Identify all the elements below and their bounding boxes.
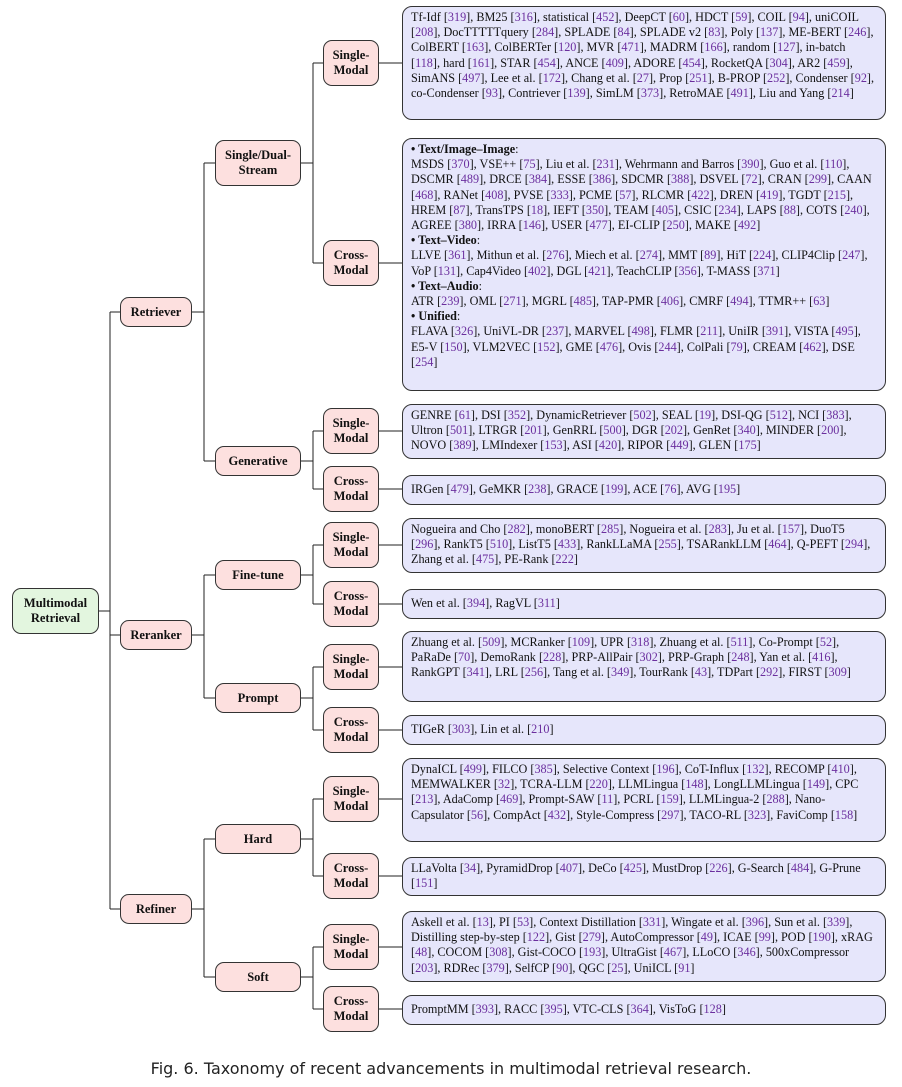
- leaf-text: DynaICL [499], FILCO [385], Selective Context [196], CoT-Influx [132], RECOMP [410], MEMWALKER [32], TCRA-LLM [220], LLMLingua [148], LongLLMLingua [149], CPC [213], AdaComp [469], Prompt-SAW [11], PCRL [159], LLMLingua-2 [288], Nano-Capsulator [56], CompAct [432], Style-Compress [297], TACO-RL [323], FaviComp [158]: [411, 762, 859, 822]
- leaf-hard-cross: [402, 857, 886, 896]
- sub-hard: Hard: [215, 824, 301, 854]
- leaf-section-text: FLAVA [326], UniVL-DR [237], MARVEL [498], FLMR [211], UniIR [391], VISTA [495], E5-V [150], VLM2VEC [152], GME [476], Ovis [244], ColPali [79], CREAM [462], DSE [254]: [411, 324, 861, 369]
- leaf-section-heading: • Unified:: [411, 309, 461, 324]
- sub-single-dual-stream: Single/Dual-Stream: [215, 140, 301, 186]
- leaf-single-dual-cross: [402, 138, 886, 391]
- leaf-soft-cross: [402, 995, 886, 1025]
- sub-soft: Soft: [215, 962, 301, 992]
- modality-fine-tune-cross: Cross-Modal: [323, 581, 379, 627]
- sub-generative: Generative: [215, 446, 301, 476]
- leaf-text: Wen et al. [394], RagVL [311]: [411, 596, 560, 611]
- leaf-text: GENRE [61], DSI [352], DynamicRetriever [502], SEAL [19], DSI-QG [512], NCI [383], Ultron [501], LTRGR [201], GenRRL [500], DGR [202], GenRet [340], MINDER [200], NOVO [389], LMIndexer [153], ASI [420], RIPOR [449], GLEN [175]: [411, 408, 852, 453]
- leaf-generative-cross: [402, 475, 886, 505]
- branch-reranker: Reranker: [120, 620, 192, 650]
- leaf-single-dual-single: [402, 6, 886, 120]
- modality-hard-cross: Cross-Modal: [323, 853, 379, 899]
- leaf-text: LLaVolta [34], PyramidDrop [407], DeCo [425], MustDrop [226], G-Search [484], G-Prune [151]: [411, 861, 861, 891]
- leaf-text: PromptMM [393], RACC [395], VTC-CLS [364], VisToG [128]: [411, 1002, 726, 1017]
- sub-fine-tune: Fine-tune: [215, 560, 301, 590]
- modality-fine-tune-single: Single-Modal: [323, 522, 379, 568]
- modality-single-dual-single: Single-Modal: [323, 40, 379, 86]
- leaf-text: Askell et al. [13], PI [53], Context Distillation [331], Wingate et al. [396], Sun et al. [339], Distilling step-by-step [122], Gist [279], AutoCompressor [49], ICAE [99], POD [190], xRAG [48], COCOM [308], Gist-COCO [193], UltraGist [467], LLoCO [346], 500xCompressor [203], RDRec [379], SelfCP [90], QGC [25], UniICL [91]: [411, 915, 873, 975]
- leaf-text: Nogueira and Cho [282], monoBERT [285], Nogueira et al. [283], Ju et al. [157], DuoT5 [296], RankT5 [510], ListT5 [433], RankLLaMA [255], TSARankLLM [464], Q-PEFT [294], Zhang et al. [475], PE-Rank [222]: [411, 522, 871, 567]
- modality-prompt-cross: Cross-Modal: [323, 707, 379, 753]
- branch-retriever: Retriever: [120, 297, 192, 327]
- leaf-fine-tune-single: [402, 518, 886, 573]
- leaf-section-heading: • Text/Image–Image:: [411, 142, 519, 156]
- leaf-generative-single: [402, 404, 886, 459]
- leaf-text: Tf-Idf [319], BM25 [316], statistical [452], DeepCT [60], HDCT [59], COIL [94], uniCOIL [208], DocTTTTTquery [284], SPLADE [84], SPLADE v2 [83], Poly [137], ME-BERT [246], ColBERT [163], ColBERTer [120], MVR [471], MADRM [166], random [127], in-batch [118], hard [161], STAR [454], ANCE [409], ADORE [454], RocketQA [304], AR2 [459], SimANS [497], Lee et al. [172], Chang et al. [27], Prop [251], B-PROP [252], Condenser [92], co-Condenser [93], Contriever [139], SimLM [373], RetroMAE [491], Liu and Yang [214]: [411, 10, 875, 101]
- modality-generative-single: Single-Modal: [323, 408, 379, 454]
- leaf-prompt-cross: [402, 715, 886, 745]
- leaf-text: TIGeR [303], Lin et al. [210]: [411, 722, 554, 737]
- modality-hard-single: Single-Modal: [323, 776, 379, 822]
- branch-refiner: Refiner: [120, 894, 192, 924]
- leaf-text: Zhuang et al. [509], MCRanker [109], UPR [318], Zhuang et al. [511], Co-Prompt [52], PaRaDe [70], DemoRank [228], PRP-AllPair [302], PRP-Graph [248], Yan et al. [416], RankGPT [341], LRL [256], Tang et al. [349], TourRank [43], TDPart [292], FIRST [309]: [411, 635, 851, 680]
- leaf-section-text: ATR [239], OML [271], MGRL [485], TAP-PMR [406], CMRF [494], TTMR++ [63]: [411, 294, 830, 309]
- leaf-section-heading: • Text–Audio:: [411, 278, 482, 293]
- figure-caption: Fig. 6. Taxonomy of recent advancements in multimodal retrieval research.: [150, 1059, 752, 1078]
- sub-prompt: Prompt: [215, 683, 301, 713]
- leaf-text: IRGen [479], GeMKR [238], GRACE [199], ACE [76], AVG [195]: [411, 482, 741, 497]
- leaf-section-text: MSDS [370], VSE++ [75], Liu et al. [231], Wehrmann and Barros [390], Guo et al. [110], DSCMR [489], DRCE [384], ESSE [386], SDCMR [388], DSVEL [72], CRAN [299], CAAN [468], RANet [408], PVSE [333], PCME [57], RLCMR [422], DREN [419], TGDT [215], HREM [87], TransTPS [18], IEFT [350], TEAM [405], CSIC [234], LAPS [88], COTS [240], AGREE [380], IRRA [146], USER [477], EI-CLIP [250], MAKE [492]: [411, 157, 872, 233]
- modality-soft-single: Single-Modal: [323, 924, 379, 970]
- leaf-hard-single: [402, 758, 886, 842]
- leaf-section-heading: • Text–Video:: [411, 233, 481, 248]
- leaf-prompt-single: [402, 631, 886, 702]
- leaf-section-text: LLVE [361], Mithun et al. [276], Miech et al. [274], MMT [89], HiT [224], CLIP4Clip [247], VoP [131], Cap4Video [402], DGL [421], TeachCLIP [356], T-MASS [371]: [411, 248, 868, 278]
- modality-prompt-single: Single-Modal: [323, 644, 379, 690]
- leaf-soft-single: [402, 911, 886, 982]
- root-node: Multimodal Retrieval: [12, 588, 99, 634]
- modality-generative-cross: Cross-Modal: [323, 466, 379, 512]
- modality-single-dual-cross: Cross-Modal: [323, 240, 379, 286]
- modality-soft-cross: Cross-Modal: [323, 986, 379, 1032]
- leaf-fine-tune-cross: [402, 589, 886, 619]
